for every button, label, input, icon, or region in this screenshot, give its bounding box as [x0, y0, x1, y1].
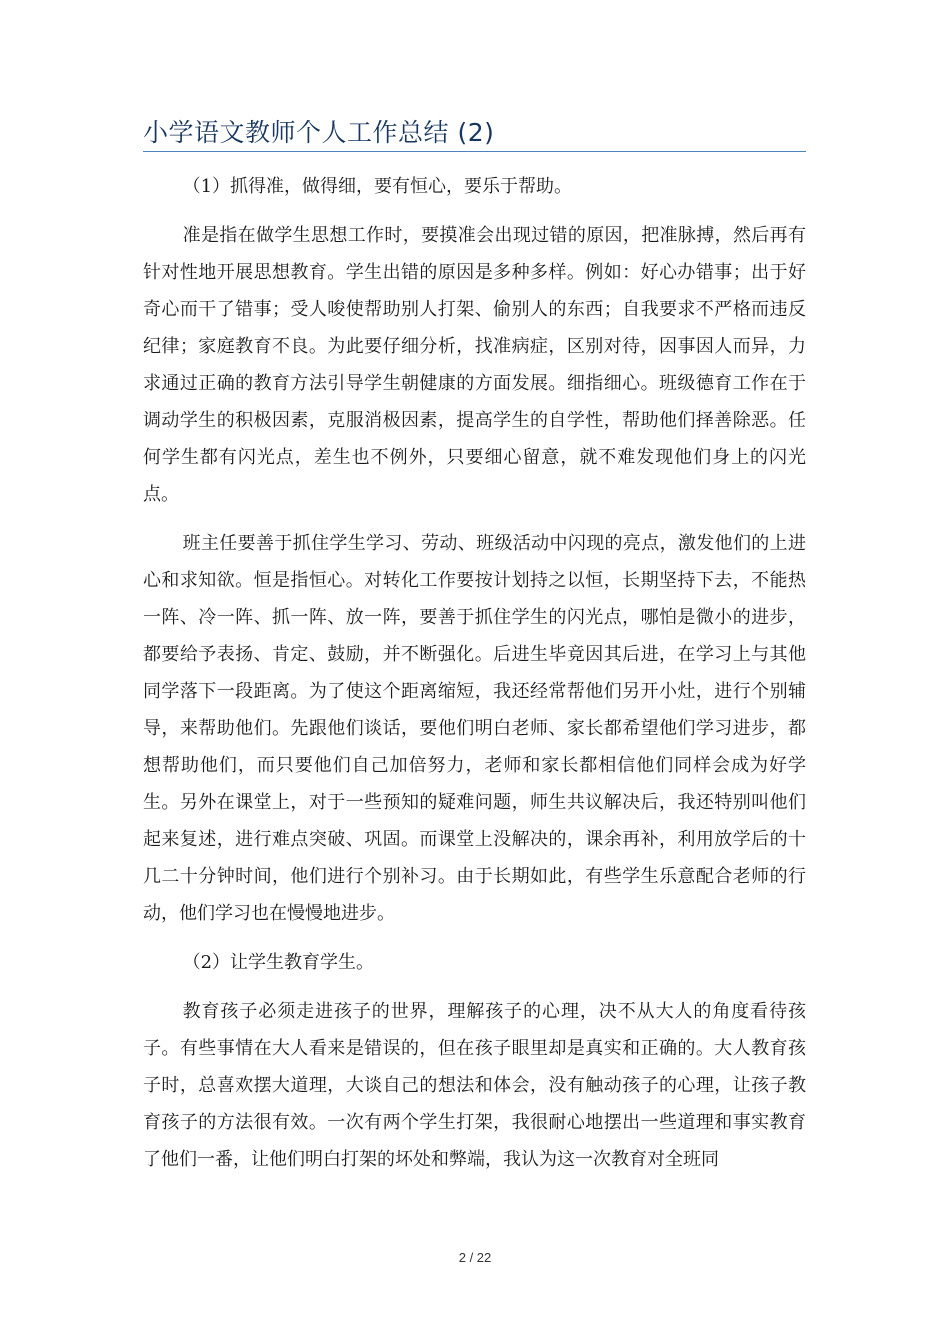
- document-body: [143, 168, 806, 1178]
- body-paragraph: 教育孩子必须走进孩子的世界，理解孩子的心理，决不从大人的角度看待孩子。有些事情在大人看来是错误的，但在孩子眼里却是真实和正确的。大人教育孩子时，总喜欢摆大道理，大谈自己的想法和体会，没有触动孩子的心理，让孩子教育孩子的方法很有效。一次有两个学生打架，我很耐心地摆出一些道理和事实教育了他们一番，让他们明白打架的坏处和弊端，我认为这一次教育对全班同: [143, 1001, 806, 1170]
- page-title: 小学语文教师个人工作总结 (2): [143, 118, 495, 147]
- page-number: 2 / 22: [458, 1250, 492, 1265]
- body-paragraph: 准是指在做学生思想工作时，要摸准会出现过错的原因，把准脉搏，然后再有针对性地开展思想教育。学生出错的原因是多种多样。例如：好心办错事；出于好奇心而干了错事；受人唆使帮助别人打架、偷别人的东西；自我要求不严格而违反纪律；家庭教育不良。为此要仔细分析，找准病症，区别对待，因事因人而异，力求通过正确的教育方法引导学生朝健康的方面发展。细指细心。班级德育工作在于调动学生的积极因素，克服消极因素，提高学生的自学性，帮助他们择善除恶。任何学生都有闪光点，差生也不例外，只要细心留意，就不难发现他们身上的闪光点。: [143, 225, 806, 505]
- body-paragraph: 班主任要善于抓住学生学习、劳动、班级活动中闪现的亮点，激发他们的上进心和求知欲。恒是指恒心。对转化工作要按计划持之以恒，长期坚持下去，不能热一阵、冷一阵、抓一阵、放一阵，要善于抓住学生的闪光点，哪怕是微小的进步，都要给予表扬、肯定、鼓励，并不断强化。后进生毕竟因其后进，在学习上与其他同学落下一段距离。为了使这个距离缩短，我还经常帮他们另开小灶，进行个别辅导，来帮助他们。先跟他们谈话，要他们明白老师、家长都希望他们学习进步，都想帮助他们，而只要他们自己加倍努力，老师和家长都相信他们同样会成为好学生。另外在课堂上，对于一些预知的疑难问题，师生共议解决后，我还特别叫他们起来复述，进行难点突破、巩固。而课堂上没解决的，课余再补，利用放学后的十几二十分钟时间，他们进行个别补习。由于长期如此，有些学生乐意配合老师的行动，他们学习也在慢慢地进步。: [143, 533, 806, 924]
- title-divider: [143, 151, 806, 152]
- section-heading-1: （1）抓得准，做得细，要有恒心，要乐于帮助。: [182, 176, 573, 197]
- section-heading-2: （2）让学生教育学生。: [182, 952, 375, 973]
